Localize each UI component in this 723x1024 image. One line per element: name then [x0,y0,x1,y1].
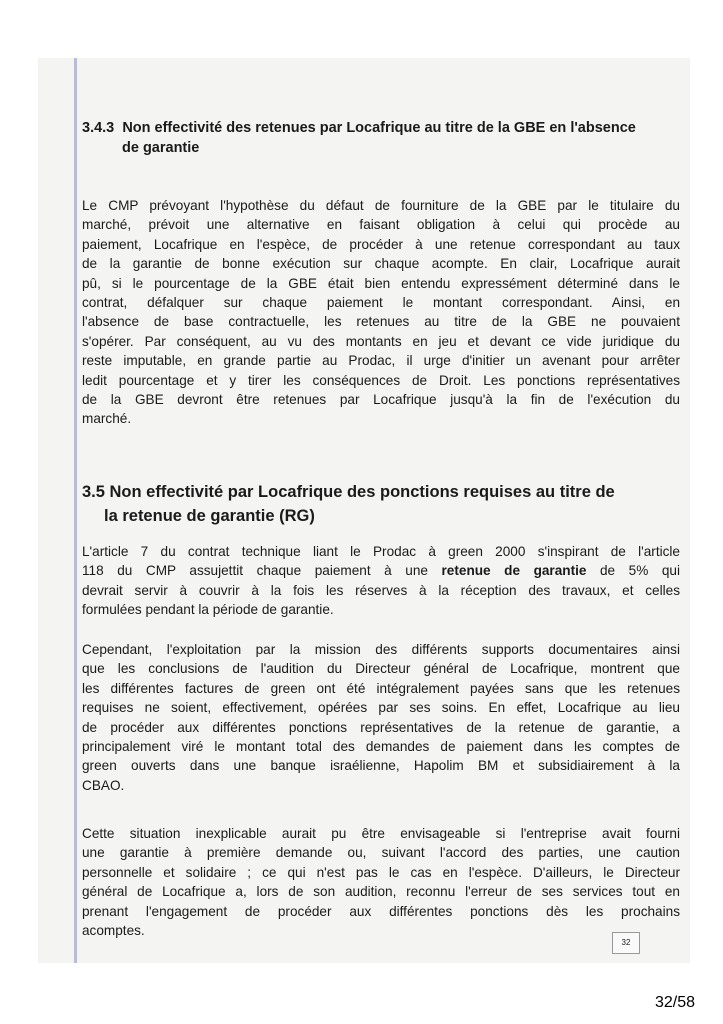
text-line: green ouverts dans une banque israélienne, Hapolim BM et subsidiairement à la [82,758,680,774]
text-line: marché. [82,411,132,427]
text-line: s'opérer. Par conséquent, au vu des montants en jeu et devant ce vide juridique du [82,333,680,349]
text-line: une garantie à première demande ou, suivant l'accord des parties, une caution [82,845,680,861]
text-line: principalement viré le montant total des demandes de paiement dans les comptes de [82,739,680,755]
text-line: marché, prévoit une alternative en faisant obligation à celui qui procède au [82,217,680,233]
text-line: paiement, Locafrique en l'espèce, de procéder à une retenue correspondant au taux [82,236,680,252]
text-line: les différentes factures de green ont été intégralement payées sans que les retenues [82,680,680,696]
heading-line: 3.5 Non effectivité par Locafrique des ponctions requises au titre de [82,483,615,501]
text-line: devrait servir à couvrir à la fois les réserves à la réception des travaux, et celles [82,582,680,598]
text-fragment: 118 du CMP assujettit chaque paiement à une [82,563,442,579]
margin-line [74,58,77,963]
text-line: requises ne soient, effectivement, opérées par ses soins. En effet, Locafrique au lieu [82,700,680,716]
text-line: de la GBE devront être retenues par Locafrique jusqu'à la fin de l'exécution du [82,392,680,408]
text-line: que les conclusions de l'audition du Directeur général de Locafrique, montrent que [82,661,680,677]
text-line: formulées pendant la période de garantie. [82,602,334,618]
text-line: Cette situation inexplicable aurait pu être envisageable si l'entreprise avait fourni [82,826,680,841]
section-3-4-3-heading [82,118,636,158]
heading-line: Non effectivité des retenues par Locafrique au titre de la GBE en l'absence [122,120,636,136]
paragraph-gbe [82,196,680,429]
heading-line: de garantie [122,140,200,156]
text-line: général de Locafrique a, lors de son audition, reconnu l'erreur de ses services tout en [82,884,680,900]
paragraph-cependant [82,640,680,795]
text-line: contrat, défalquer sur chaque paiement le montant correspondant. Ainsi, en [82,295,680,311]
text-line: pû, si le pourcentage de la GBE était bien entendu expressément déterminé dans le [82,275,680,291]
text-line: personnelle et solidaire ; ce qui n'est pas le cas en l'espèce. D'ailleurs, le Directeur [82,864,680,880]
text-line: acomptes. [82,923,145,939]
text-line: ledit pourcentage et y tirer les conséquences de Droit. Les ponctions représentatives [82,372,680,388]
text-line [82,561,680,580]
heading-line: la retenue de garantie (RG) [104,507,315,525]
section-3-5-heading [82,480,615,528]
text-line: de procéder aux différentes ponctions représentatives de la retenue de garantie, a [82,719,680,735]
paragraph-situation [82,824,680,940]
text-line: prenant l'engagement de procéder aux différentes ponctions dès les prochains [82,903,680,919]
section-number: 3.4.3 [82,120,115,136]
text-line: Le CMP prévoyant l'hypothèse du défaut de fourniture de la GBE par le titulaire du [82,198,680,213]
text-line: CBAO. [82,777,125,793]
scan-page-number: 32 [612,932,640,954]
text-line: Cependant, l'exploitation par la mission des différents supports documentaires ainsi [82,642,680,657]
paragraph-article-7 [82,542,680,620]
text-line: l'absence de base contractuelle, les retenues au titre de la GBE ne pouvaient [82,314,680,330]
text-fragment: de 5% qui [586,563,680,579]
text-line: reste imputable, en grande partie au Prodac, il urge d'initier un avenant pour arrêter [82,353,680,369]
bold-term: retenue de garantie [441,563,587,579]
text-line: L'article 7 du contrat technique liant le Prodac à green 2000 s'inspirant de l'article [82,544,680,559]
page-counter: 32/58 [655,994,696,1011]
text-line: de la garantie de bonne exécution sur chaque acompte. En clair, Locafrique aurait [82,256,680,272]
